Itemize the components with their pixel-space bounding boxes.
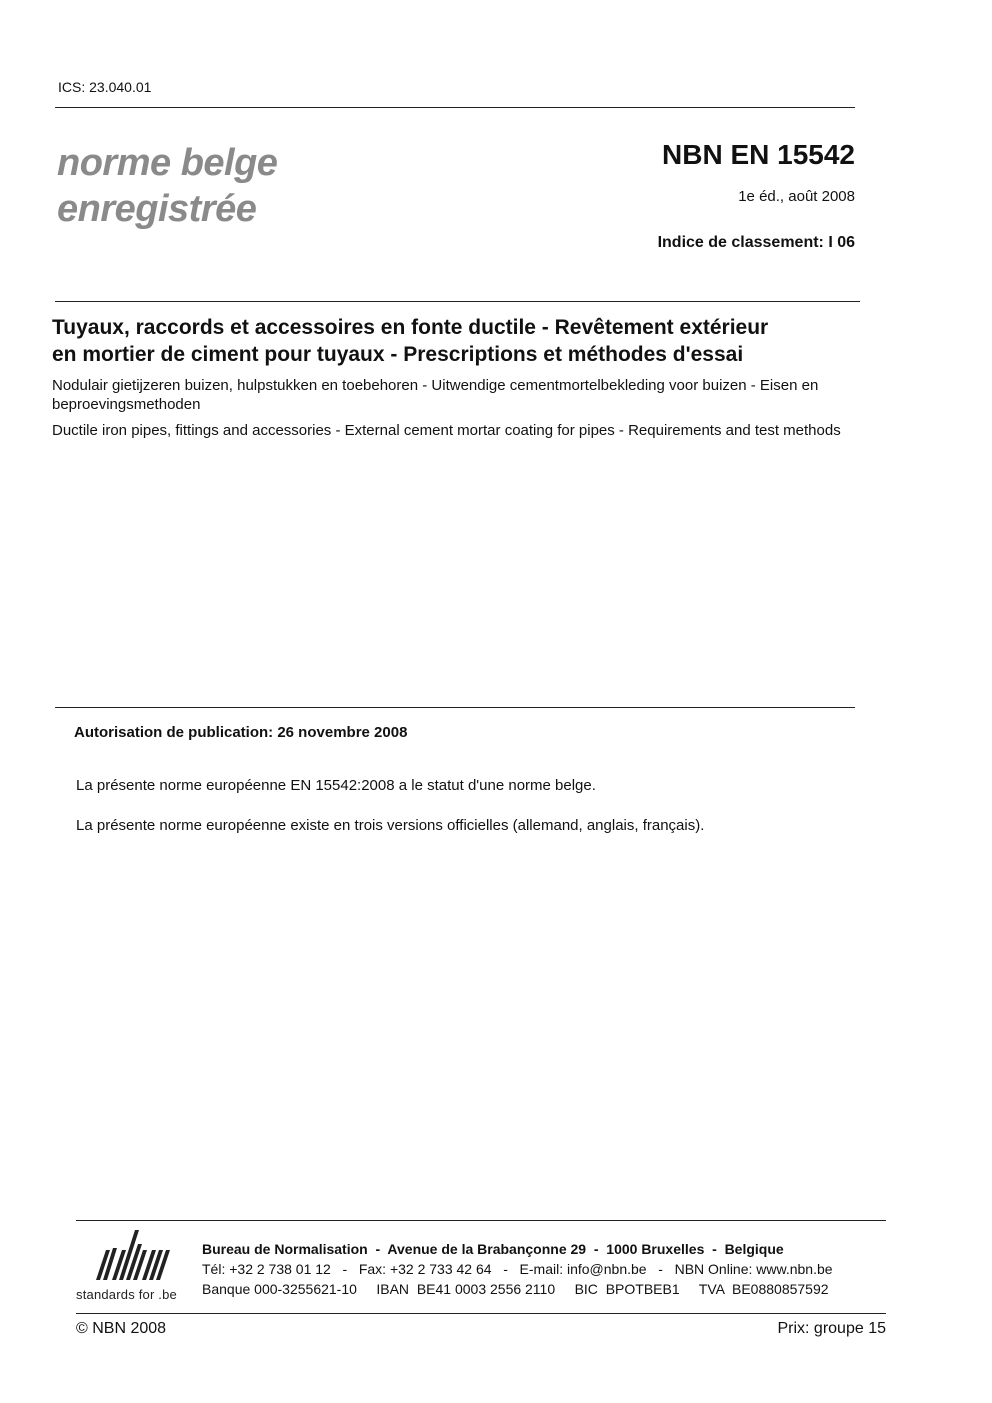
title-french bbox=[52, 314, 872, 368]
bottom-divider bbox=[76, 1313, 886, 1314]
bank-details: Banque 000-3255621-10 IBAN BE41 0003 2556 2110 BIC BPOTBEB1 TVA BE0880857592 bbox=[202, 1281, 829, 1297]
contact-details: Tél: +32 2 738 01 12 - Fax: +32 2 733 42 64 - E-mail: info@nbn.be - NBN Online: www.nbn.be bbox=[202, 1261, 833, 1277]
title-english: Ductile iron pipes, fittings and accessories - External cement mortar coating for pipes - Requirements and test methods bbox=[52, 422, 841, 439]
title-dutch: Nodulair gietijzeren buizen, hulpstukken en toebehoren - Uitwendige cementmortelbekleding voor buizen - Eisen en beproevingsmethoden bbox=[52, 377, 819, 413]
nbn-logo bbox=[76, 1228, 188, 1306]
status-statement: La présente norme européenne EN 15542:2008 a le statut d'une norme belge. bbox=[76, 777, 596, 794]
copyright-notice: © NBN 2008 bbox=[76, 1320, 167, 1337]
title-french-line-2: en mortier de ciment pour tuyaux - Prescriptions et méthodes d'essai bbox=[52, 343, 744, 366]
brand-line-2: enregistrée bbox=[57, 188, 257, 230]
title-french-line-1: Tuyaux, raccords et accessoires en fonte ductile - Revêtement extérieur bbox=[52, 316, 769, 339]
footer-divider bbox=[76, 1220, 886, 1221]
organisation-address: Bureau de Normalisation - Avenue de la Brabançonne 29 - 1000 Bruxelles - Belgique bbox=[202, 1241, 784, 1257]
standard-number: NBN EN 15542 bbox=[662, 139, 855, 170]
price-group: Prix: groupe 15 bbox=[777, 1320, 886, 1337]
logo-tagline: standards for .be bbox=[76, 1287, 177, 1302]
brand-title bbox=[57, 140, 277, 232]
brand-line-1: norme belge bbox=[57, 142, 278, 184]
edition-info: 1e éd., août 2008 bbox=[738, 188, 855, 205]
ics-code: ICS: 23.040.01 bbox=[58, 79, 152, 95]
versions-statement: La présente norme européenne existe en trois versions officielles (allemand, anglais, français). bbox=[76, 817, 705, 834]
publication-authorisation: Autorisation de publication: 26 novembre 2008 bbox=[74, 724, 408, 741]
classification-index: Indice de classement: I 06 bbox=[657, 234, 855, 251]
title-divider bbox=[55, 301, 860, 302]
header-divider bbox=[55, 107, 855, 108]
nbn-logo-icon bbox=[90, 1228, 180, 1286]
publication-divider bbox=[55, 707, 855, 708]
